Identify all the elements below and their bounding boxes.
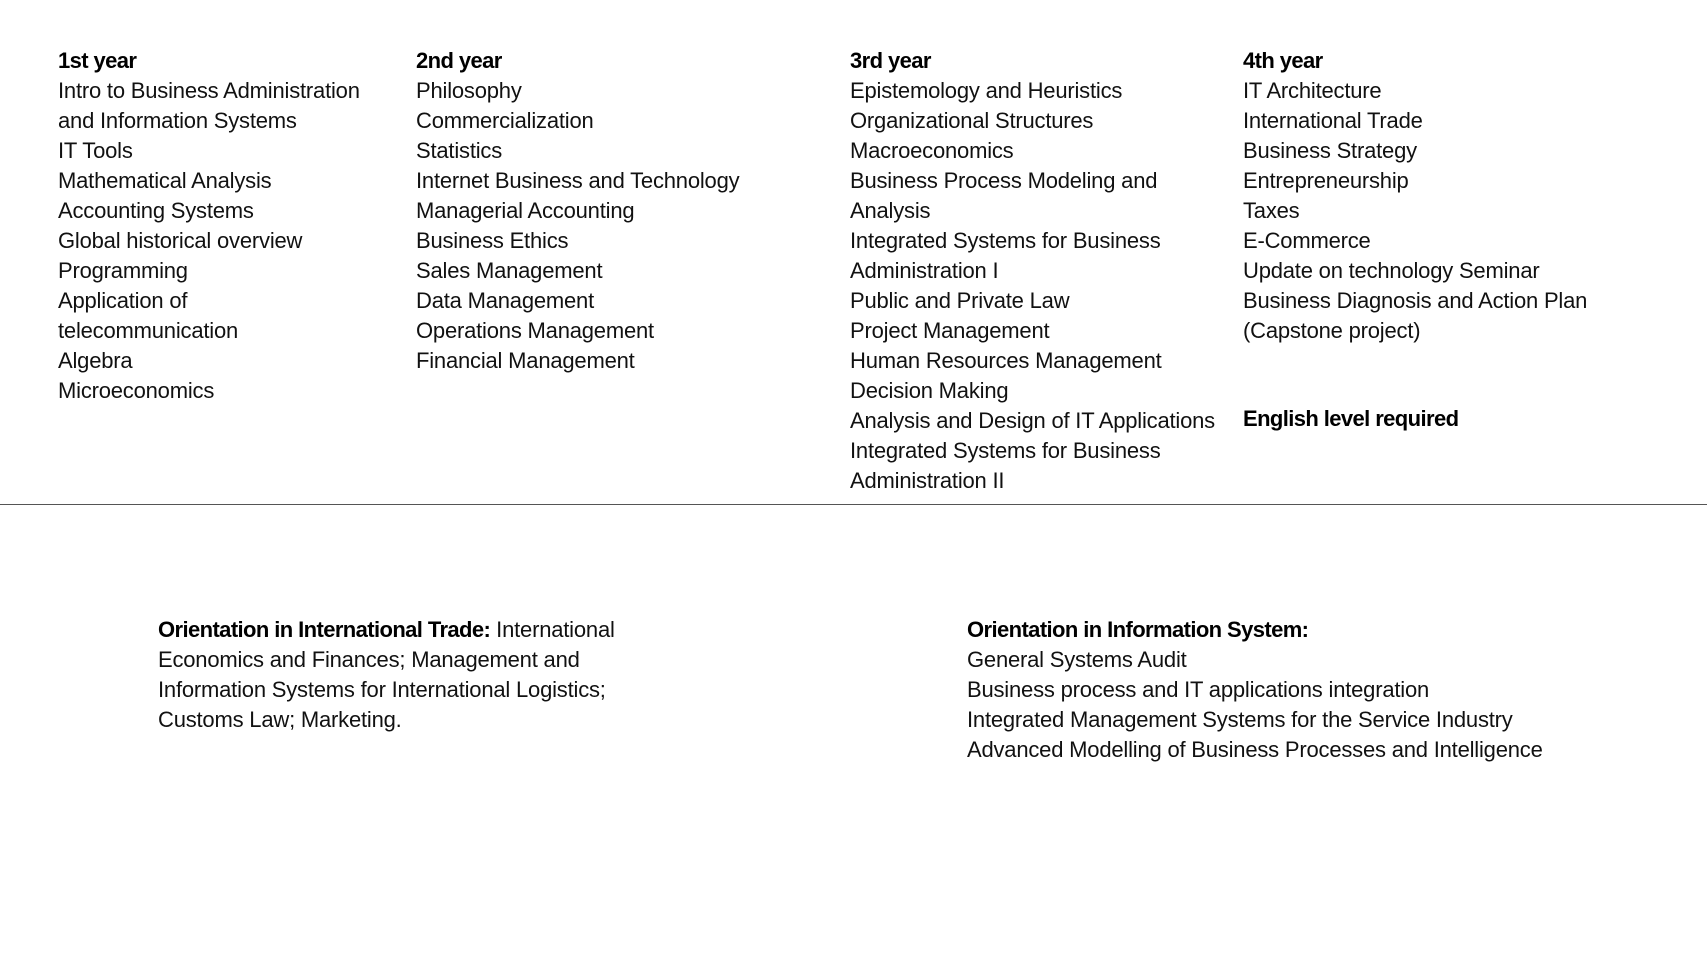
year-heading-4: 4th year — [1243, 48, 1323, 73]
course-item: Philosophy — [416, 78, 522, 103]
year-heading-2: 2nd year — [416, 48, 502, 73]
course-item: Integrated Systems for Business — [850, 228, 1161, 253]
year-heading-3: 3rd year — [850, 48, 931, 73]
year-column-2 — [416, 46, 836, 376]
course-item: Microeconomics — [58, 378, 215, 403]
year-column-1 — [58, 46, 398, 406]
course-item: telecommunication — [58, 318, 239, 343]
course-item: Business Process Modeling and — [850, 168, 1158, 193]
course-item: Integrated Systems for Business — [850, 438, 1161, 463]
course-item: Application of — [58, 288, 188, 313]
section-divider — [0, 504, 1707, 505]
orientation-info-item: Business process and IT applications integration — [967, 677, 1430, 702]
course-item: Entrepreneurship — [1243, 168, 1409, 193]
course-item: IT Tools — [58, 138, 133, 163]
course-item: Epistemology and Heuristics — [850, 78, 1123, 103]
course-item: Internet Business and Technology — [416, 168, 740, 193]
course-item: Organizational Structures — [850, 108, 1094, 133]
course-item: IT Architecture — [1243, 78, 1382, 103]
course-item: International Trade — [1243, 108, 1423, 133]
course-item: Mathematical Analysis — [58, 168, 272, 193]
course-item: Taxes — [1243, 198, 1300, 223]
orientation-trade-line-1 — [158, 615, 658, 645]
orientation-information-system — [967, 615, 1647, 765]
course-item: Global historical overview — [58, 228, 303, 253]
course-item: Programming — [58, 258, 188, 283]
course-item: Business Diagnosis and Action Plan — [1243, 288, 1588, 313]
orientation-info-item: General Systems Audit — [967, 647, 1187, 672]
course-item: Algebra — [58, 348, 133, 373]
course-item: and Information Systems — [58, 108, 297, 133]
course-item: Business Ethics — [416, 228, 569, 253]
course-item: Administration II — [850, 468, 1005, 493]
orientation-trade-text: Information Systems for International Logistics; — [158, 677, 606, 702]
course-item: Financial Management — [416, 348, 635, 373]
course-item: Decision Making — [850, 378, 1009, 403]
orientation-info-item: Integrated Management Systems for the Service Industry — [967, 707, 1513, 732]
course-list-year-1 — [58, 76, 398, 406]
course-item: Accounting Systems — [58, 198, 254, 223]
course-item: Intro to Business Administration — [58, 78, 360, 103]
orientation-international-trade — [158, 615, 658, 735]
course-item: Project Management — [850, 318, 1050, 343]
course-item: Business Strategy — [1243, 138, 1417, 163]
english-level-note: English level required — [1243, 406, 1459, 431]
course-item: Administration I — [850, 258, 999, 283]
course-item: Statistics — [416, 138, 503, 163]
course-item: Analysis and Design of IT Applications — [850, 408, 1215, 433]
course-item: Update on technology Seminar — [1243, 258, 1540, 283]
course-item: Operations Management — [416, 318, 654, 343]
orientation-info-item: Advanced Modelling of Business Processes and Intelligence — [967, 737, 1543, 762]
course-item: Sales Management — [416, 258, 603, 283]
course-item: Data Management — [416, 288, 594, 313]
orientation-trade-text: Customs Law; Marketing. — [158, 707, 402, 732]
course-item: Public and Private Law — [850, 288, 1070, 313]
course-item: (Capstone project) — [1243, 318, 1421, 343]
course-item: Commercialization — [416, 108, 594, 133]
course-list-year-4 — [1243, 76, 1683, 346]
year-heading-1: 1st year — [58, 48, 137, 73]
course-item: E-Commerce — [1243, 228, 1371, 253]
year-column-3 — [850, 46, 1240, 496]
orientation-trade-text: International — [490, 617, 615, 642]
course-item: Macroeconomics — [850, 138, 1014, 163]
course-list-year-2 — [416, 76, 836, 376]
year-column-4 — [1243, 46, 1683, 346]
course-item: Managerial Accounting — [416, 198, 635, 223]
orientation-trade-text: Economics and Finances; Management and — [158, 647, 580, 672]
course-list-year-3 — [850, 76, 1240, 496]
course-item: Analysis — [850, 198, 931, 223]
orientation-info-title: Orientation in Information System: — [967, 617, 1309, 642]
course-item: Human Resources Management — [850, 348, 1162, 373]
orientation-trade-title: Orientation in International Trade: — [158, 617, 491, 642]
